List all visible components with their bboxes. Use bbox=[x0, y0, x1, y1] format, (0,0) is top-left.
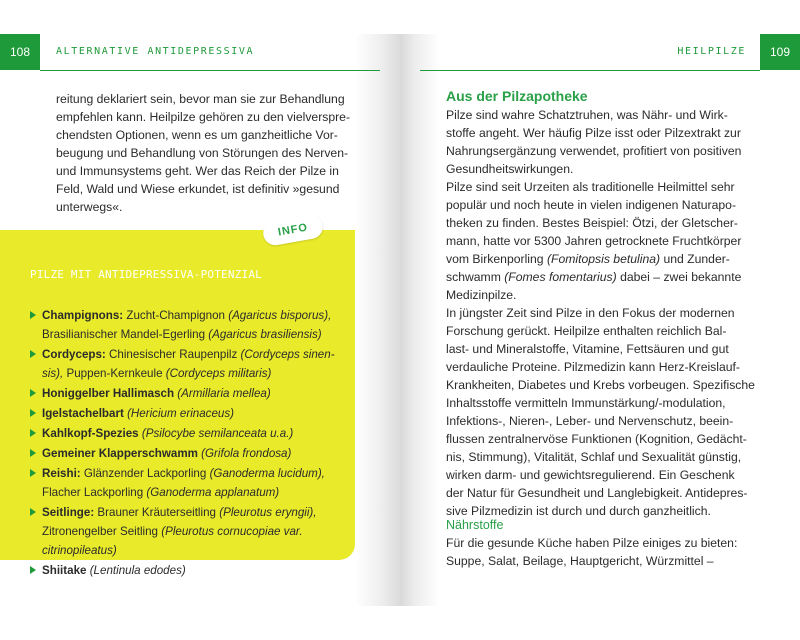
page-number-right: 109 bbox=[760, 34, 800, 70]
triangle-bullet-icon bbox=[30, 508, 36, 516]
text-line: Pilze sind seit Urzeiten als traditionelle Heilmittel sehr bbox=[446, 180, 735, 194]
text-line: Infektions-, Nieren-, Leber- und Nervenschutz, beein- bbox=[446, 414, 734, 428]
text-line: Nahrungsergänzung verwendet, profitiert von positiven bbox=[446, 144, 742, 158]
intro-paragraph bbox=[56, 90, 351, 216]
triangle-bullet-icon bbox=[30, 389, 36, 397]
text-line: schwamm (Fomes fomentarius) dabei – zwei bekannte bbox=[446, 270, 742, 284]
page-number-left: 108 bbox=[0, 34, 40, 70]
text-line: chendsten Optionen, wenn es um ganzheitliche Vor- bbox=[56, 128, 338, 142]
text-line: Gesundheitswirkungen. bbox=[446, 162, 574, 176]
text-line: theken zu finden. Bestes Beispiel: Ötzi, der Gletscher- bbox=[446, 216, 738, 230]
text-line: mann, hatte vor 5300 Jahren getrocknete Fruchtkörper bbox=[446, 234, 742, 248]
text-line: empfehlen kann. Heilpilze gehören zu den vielverspre- bbox=[56, 110, 351, 124]
subheading: Nährstoffe bbox=[446, 518, 504, 532]
text-line: Pilze sind wahre Schatztruhen, was Nähr- und Wirk- bbox=[446, 108, 728, 122]
text-line: last- und Mineralstoffe, Vitamine, Fettsäuren und gut bbox=[446, 342, 729, 356]
info-tab-label: INFO bbox=[277, 221, 309, 239]
triangle-bullet-icon bbox=[30, 449, 36, 457]
triangle-bullet-icon bbox=[30, 409, 36, 417]
text-line: Für die gesunde Küche haben Pilze einiges zu bieten: bbox=[446, 536, 738, 550]
text-line: vom Birkenporling (Fomitopsis betulina) und Zunder- bbox=[446, 252, 730, 266]
naehrstoffe-paragraph bbox=[446, 534, 746, 570]
list-item: Cordyceps: Chinesischer Raupenpilz (Cordyceps sinen- sis), Puppen-Kernkeule (Cordyceps militaris) bbox=[30, 345, 348, 383]
text-line: nis, Stimmung), Vitalität, Schlaf und Sexualität günstig, bbox=[446, 450, 742, 464]
text-line: der Natur für Gesundheit und Langlebigkeit. Antidepres- bbox=[446, 486, 748, 500]
text-line: verdauliche Proteine. Pilzmedizin kann Herz-Kreislauf- bbox=[446, 360, 740, 374]
right-page bbox=[400, 34, 800, 606]
list-item: Shiitake (Lentinula edodes) bbox=[30, 561, 348, 580]
list-item: Kahlkopf-Spezies (Psilocybe semilanceata u.a.) bbox=[30, 424, 348, 443]
info-box-title: PILZE MIT ANTIDEPRESSIVA-POTENZIAL bbox=[30, 268, 262, 281]
text-line: Krankheiten, Diabetes und Krebs vorbeugen. Spezifische bbox=[446, 378, 755, 392]
text-line: sive Pilzmedizin ist durch und durch ganzheitlich. bbox=[446, 504, 711, 518]
list-item: Seitlinge: Brauner Kräuterseitling (Pleurotus eryngii), Zitronengelber Seitling (Pleurotus cornucopiae var. citrinopileatus) bbox=[30, 503, 348, 560]
triangle-bullet-icon bbox=[30, 311, 36, 319]
triangle-bullet-icon bbox=[30, 429, 36, 437]
text-line: Medizinpilze. bbox=[446, 288, 517, 302]
text-line: Inhaltsstoffe vermitteln Immunstärkung/-modulation, bbox=[446, 396, 726, 410]
triangle-bullet-icon bbox=[30, 350, 36, 358]
header-rule-right bbox=[420, 70, 760, 71]
text-line: Forschung gerückt. Heilpilze enthalten reichlich Bal- bbox=[446, 324, 727, 338]
text-line: und Immunsystems geht. Wer das Reich der Pilze in bbox=[56, 164, 339, 178]
mushroom-list bbox=[30, 306, 348, 581]
main-paragraph bbox=[446, 106, 755, 520]
text-line: wirken darm- und gewichtsregulierend. Ein Geschenk bbox=[446, 468, 735, 482]
running-head-right: HEILPILZE bbox=[677, 46, 746, 57]
text-line: reitung deklariert sein, bevor man sie zur Behandlung bbox=[56, 92, 345, 106]
triangle-bullet-icon bbox=[30, 566, 36, 574]
list-item: Gemeiner Klapperschwamm (Grifola frondosa) bbox=[30, 444, 348, 463]
text-line: populär und noch heute in vielen indigenen Naturapo- bbox=[446, 198, 737, 212]
text-line: Feld, Wald und Wiese erkundet, ist definitiv »gesund bbox=[56, 182, 340, 196]
text-line: beugung und Behandlung von Störungen des Nerven- bbox=[56, 146, 349, 160]
list-item: Igelstachelbart (Hericium erinaceus) bbox=[30, 404, 348, 423]
list-item: Champignons: Zucht-Champignon (Agaricus bisporus), Brasilianischer Mandel-Egerling (Agaricus brasiliensis) bbox=[30, 306, 348, 344]
text-line: In jüngster Zeit sind Pilze in den Fokus der modernen bbox=[446, 306, 735, 320]
text-line: stoffe angeht. Wer häufig Pilze isst oder Pilzextrakt zur bbox=[446, 126, 741, 140]
list-item: Honiggelber Hallimasch (Armillaria mellea) bbox=[30, 384, 348, 403]
header-rule-left bbox=[40, 70, 380, 71]
triangle-bullet-icon bbox=[30, 469, 36, 477]
list-item: Reishi: Glänzender Lackporling (Ganoderma lucidum), Flacher Lackporling (Ganoderma applanatum) bbox=[30, 464, 348, 502]
text-line: unterwegs«. bbox=[56, 200, 123, 214]
left-page bbox=[0, 34, 400, 606]
section-heading: Aus der Pilzapotheke bbox=[446, 88, 588, 104]
running-head-left: ALTERNATIVE ANTIDEPRESSIVA bbox=[56, 46, 255, 57]
text-line: flussen zentralnervöse Funktionen (Kognition, Gedächt- bbox=[446, 432, 747, 446]
text-line: Suppe, Salat, Beilage, Hauptgericht, Würzmittel – bbox=[446, 554, 714, 568]
